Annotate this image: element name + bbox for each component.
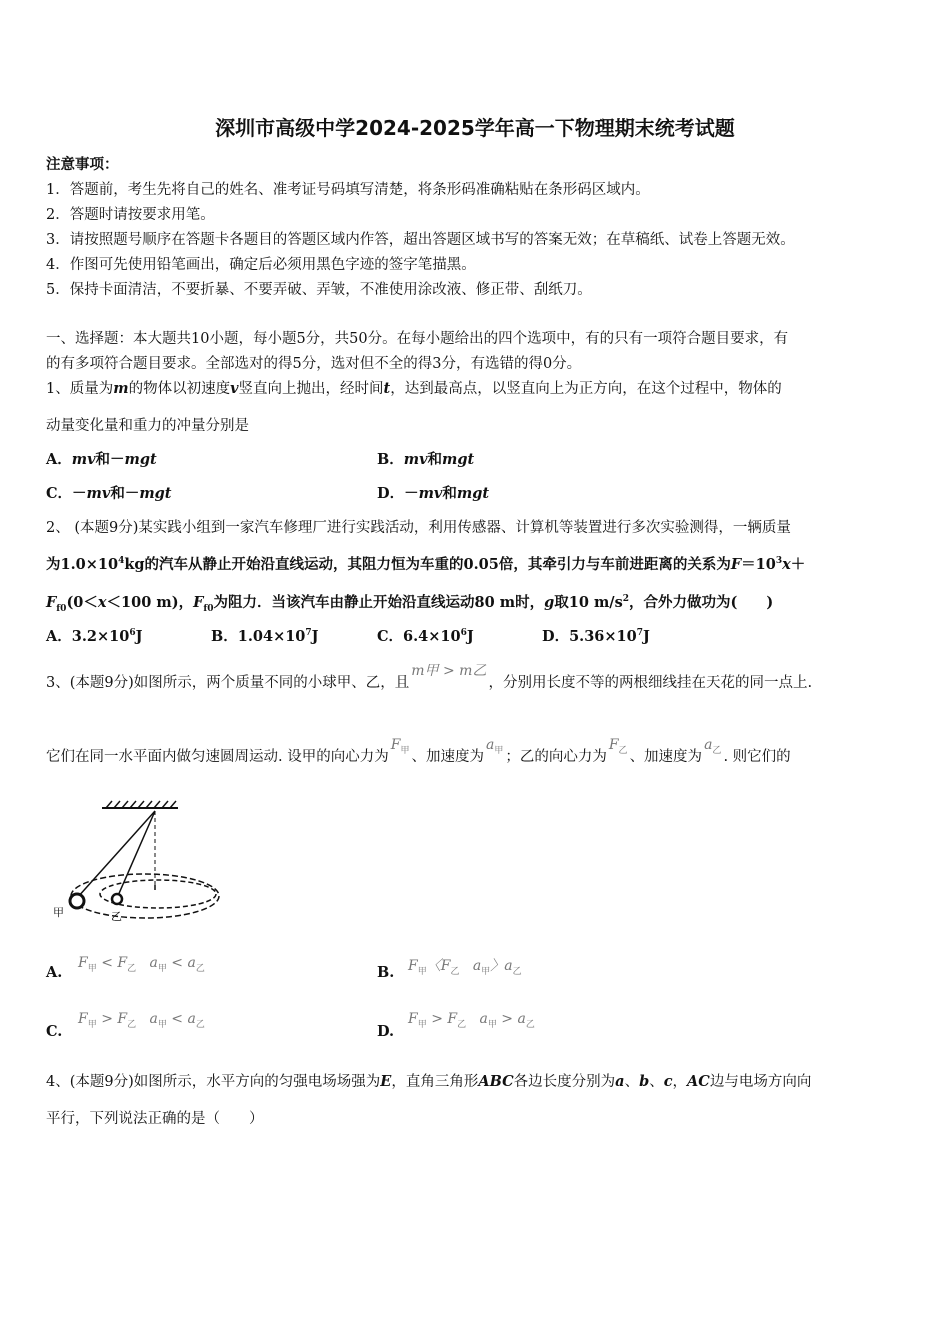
q3-option-d-label: D. [377, 1023, 395, 1040]
formula-a-jia: $a_甲$ [485, 737, 504, 756]
q3-option-b-label: B. [377, 964, 395, 981]
q1-option-d: D．－mv和mgt [377, 485, 490, 502]
q1-stem: 1、质量为m的物体以初速度v竖直向上抛出，经时间t，达到最高点，以竖直向上为正方向，在这个过程中，物体的 [46, 380, 782, 397]
notice-item: 4．作图可先使用铅笔画出，确定后必须用黑色字迹的签字笔描黑。 [46, 257, 476, 273]
q3-stem: 它们在同一水平面内做匀速圆周运动. 设甲的向心力为$F_甲$ 、加速度为$a_甲$ ；乙的向心力为$F_乙$ 、加速度为$a_乙$ . 则它们的 [46, 737, 791, 765]
q2-option-d: D．$5.36\times 10^7J$ [542, 628, 650, 645]
q1-option-a: A．mv和－mgt [46, 451, 157, 468]
q3-option-c-label: C. [46, 1023, 63, 1040]
formula-a-yi: $a_乙$ [704, 737, 722, 756]
q3-option-c-formula: $F_甲 > F_乙$ $a_甲 < a_乙$ [78, 1011, 205, 1030]
q4-stem: 平行，下列说法正确的是（ ） [46, 1111, 264, 1127]
q3-option-d-formula: $F_甲 > F_乙$ $a_甲 > a_乙$ [408, 1011, 535, 1030]
string-jia [77, 811, 155, 898]
q2-stem: $F_{f0}(0<x<100$ m)，$F_{f0}$为阻力．当该汽车由静止开始沿直线运动80 m时，g取10 $m/s^2$，合外力做功为( ) [46, 594, 774, 614]
formula-f-yi: $F_乙$ [608, 737, 628, 756]
ball-jia [70, 894, 84, 908]
q3-stem: 3、(本题9分)如图所示，两个质量不同的小球甲、乙，且m甲 > m乙，分别用长度不等的两根细线挂在天花的同一点上. [46, 671, 812, 692]
section-intro: 的有多项符合题目要求。全部选对的得5分，选对但不全的得3分，有选错的得0分。 [46, 356, 582, 372]
label-jia: 甲 [53, 906, 64, 919]
ceiling-hatch [106, 801, 176, 808]
mass-condition-formula: m甲 > m乙 [411, 663, 487, 679]
q3-option-b-formula: $F_甲$〈$F_乙$ $a_甲$〉$a_乙$ [408, 958, 522, 977]
conical-pendulum-figure [50, 798, 230, 928]
label-yi: 乙 [111, 910, 122, 923]
q2-stem: 2、 (本题9分)某实践小组到一家汽车修理厂进行实践活动，利用传感器、计算机等装置进行多次实验测得，一辆质量 [46, 520, 791, 536]
notice-item: 1．答题前，考生先将自己的姓名、准考证号码填写清楚，将条形码准确粘贴在条形码区域内。 [46, 182, 650, 198]
section-intro: 一、选择题：本大题共10小题，每小题5分，共50分。在每小题给出的四个选项中，有的只有一项符合题目要求，有 [46, 331, 789, 347]
q2-option-c: C．$6.4\times 10^6J$ [377, 628, 474, 645]
q2-option-b: B．$1.04\times 10^7J$ [211, 628, 319, 645]
q4-stem: 4、(本题9分)如图所示，水平方向的匀强电场场强为E，直角三角形ABC各边长度分别为a、b、c，AC边与电场方向向 [46, 1073, 812, 1090]
q1-stem: 动量变化量和重力的冲量分别是 [46, 418, 249, 434]
notice-item: 2．答题时请按要求用笔。 [46, 207, 215, 223]
page-title: 深圳市高级中学2024-2025学年高一下物理期末统考试题 [215, 116, 735, 140]
q2-stem: 为$1.0\times 10^4kg$的汽车从静止开始沿直线运动，其阻力恒为车重的0.05倍，其牵引力与车前进距离的关系为$F=10^3x+$ [46, 556, 806, 573]
q3-option-a-label: A. [46, 964, 63, 981]
notice-heading: 注意事项： [46, 156, 119, 173]
string-yi [117, 811, 155, 898]
q1-option-c: C．－mv和－mgt [46, 485, 172, 502]
notice-item: 5．保持卡面清洁，不要折暴、不要弄破、弄皱，不准使用涂改液、修正带、刮纸刀。 [46, 282, 592, 298]
formula-f-jia: $F_甲$ [390, 737, 410, 756]
q2-option-a: A．$3.2\times 10^6J$ [46, 628, 143, 645]
q3-option-a-formula: $F_甲 < F_乙$ $a_甲 < a_乙$ [78, 955, 205, 974]
ball-yi [112, 894, 122, 904]
q1-option-b: B．mv和mgt [377, 451, 475, 468]
notice-item: 3．请按照题号顺序在答题卡各题目的答题区域内作答，超出答题区域书写的答案无效；在草稿纸、试卷上答题无效。 [46, 232, 795, 248]
